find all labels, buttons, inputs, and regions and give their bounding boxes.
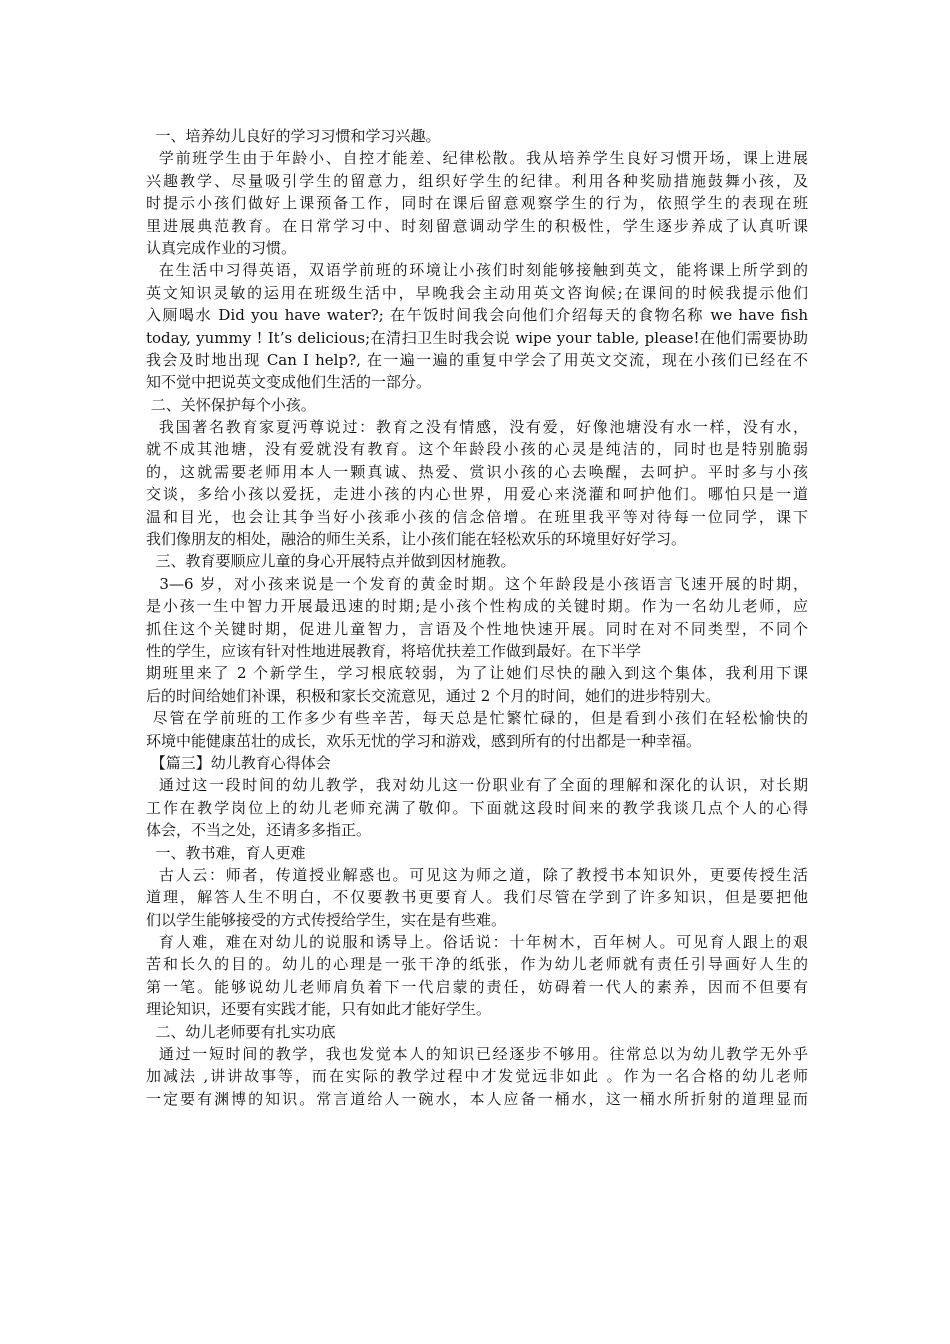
text-line: 的，这就需要老师用本人一颗真诚、热爱、赏识小孩的心去唤醒，去呵护。平时多与小孩: [146, 462, 808, 481]
text-line: 尽管在学前班的工作多少有些辛苦，每天总是忙繁忙碌的，但是看到小孩们在轻松愉快的: [146, 709, 808, 728]
text-line: 一、教书难，育人更难: [146, 843, 306, 862]
text-line: 苦和长久的目的。幼儿的心理是一张干净的纸张，作为幼儿老师就有责任引导画好人生的: [146, 955, 808, 974]
text-line: 里进展典范教育。在日常学习中、时刻留意调动学生的积极性，学生逐步养成了认真听课: [146, 216, 808, 235]
text-line: 三、教育要顺应儿童的身心开展特点并做到因材施教。: [146, 552, 516, 571]
text-line: 抓住这个关键时期，促进儿童智力，言语及个性地快速开展。同时在对不同类型，不同个: [146, 619, 808, 638]
text-line: 二、幼儿老师要有扎实功底: [146, 1022, 336, 1041]
text-line: 理论知识，还要有实践才能，只有如此才能好学生。: [146, 1000, 492, 1019]
text-line: 交谈，多给小孩以爱抚，走进小孩的内心世界，用爱心来浇灌和呵护他们。哪怕只是一道: [146, 485, 808, 504]
text-line: 英文知识灵敏的运用在班级生活中，早晚我会主动用英文咨询候;在课间的时候我提示他们: [146, 283, 808, 302]
text-line: 学前班学生由于年龄小、自控才能差、纪律松散。我从培养学生良好习惯开场，课上进展: [146, 149, 808, 168]
text-line: 就不成其池塘，没有爱就没有教育。这个年龄段小孩的心灵是纯洁的，同时也是特别脆弱: [146, 440, 808, 459]
text-line: 兴趣教学、尽量吸引学生的留意力，组织好学生的纪律。利用各种奖励措施鼓舞小孩，及: [146, 171, 808, 190]
text-line: 知不觉中把说英文变成他们生活的一部分。: [146, 373, 432, 392]
text-line: 体会，不当之处，还请多多指正。: [146, 821, 372, 840]
text-line: 工作在教学岗位上的幼儿老师充满了敬仰。下面就这段时间来的教学我谈几点个人的心得: [146, 798, 808, 817]
text-line: 是小孩一生中智力开展最迅速的时期;是小孩个性构成的关键时期。作为一名幼儿老师，应: [146, 597, 808, 616]
text-line: 温和目光，也会让其争当好小孩乖小孩的信念倍增。在班里我平等对待每一位同学，课下: [146, 507, 808, 526]
text-line: 通过一短时间的教学，我也发觉本人的知识已经逐步不够用。往常总以为幼儿教学无外乎: [146, 1045, 808, 1064]
text-line: 3—6 岁，对小孩来说是一个发育的黄金时期。这个年龄段是小孩语言飞速开展的时期，: [146, 574, 808, 593]
text-line: today, yummy ! It’s delicious;在清扫卫生时我会说 wipe your table, please!在他们需要协助: [146, 328, 808, 347]
text-line: 古人云：师者，传道授业解惑也。可见这为师之道，除了教授书本知识外，更要传授生活: [146, 865, 808, 884]
text-line: 入厕喝水 Did you have water?; 在午饭时间我会向他们介绍每天的食物名称 we have fish: [146, 306, 808, 325]
text-line: 道理，解答人生不明白，不仅要教书更要育人。我们尽管在学到了许多知识，但是要把他: [146, 888, 808, 907]
text-line: 我会及时地出现 Can I help?, 在一遍一遍的重复中学会了用英文交流，现在小孩们已经在不: [146, 350, 808, 369]
text-line: 期班里来了 2 个新学生，学习根底较弱，为了让她们尽快的融入到这个集体，我利用下课: [146, 664, 808, 683]
text-line: 第一笔。能够说幼儿老师肩负着下一代启蒙的责任，妨碍着一代人的素养，因而不但要有: [146, 977, 808, 996]
text-line: 通过这一段时间的幼儿教学，我对幼儿这一份职业有了全面的理解和深化的认识，对长期: [146, 776, 808, 795]
text-line: 一定要有渊博的知识。常言道给人一碗水，本人应备一桶水，这一桶水所折射的道理显而: [146, 1089, 808, 1108]
text-line: 环境中能健康茁壮的成长，欢乐无忧的学习和游戏，感到所有的付出都是一种幸福。: [146, 731, 702, 750]
text-line: 性的学生，应该有针对性地进展教育，将培优扶差工作做到最好。在下半学: [146, 641, 642, 660]
text-line: 我们像朋友的相处，融洽的师生关系，让小孩们能在轻松欢乐的环境里好好学习。: [146, 530, 687, 549]
text-line: 【篇三】幼儿教育心得体会: [146, 753, 331, 772]
text-line: 育人难，难在对幼儿的说服和诱导上。俗话说：十年树木，百年树人。可见育人跟上的艰: [146, 933, 808, 952]
text-line: 后的时间给她们补课，积极和家长交流意见，通过 2 个月的时间，她们的进步特别大。: [146, 686, 721, 705]
text-line: 在生活中习得英语，双语学前班的环境让小孩们时刻能够接触到英文，能将课上所学到的: [146, 261, 808, 280]
document-body: [146, 125, 808, 1110]
text-line: 认真完成作业的习惯。: [146, 238, 297, 257]
text-line: 我国著名教育家夏沔尊说过：教育之没有情感，没有爱，好像池塘没有水一样，没有水，: [146, 418, 808, 437]
text-line: 时提示小孩们做好上课预备工作，同时在课后留意观察学生的行为，依照学生的表现在班: [146, 194, 808, 213]
text-line: 一、培养幼儿良好的学习习惯和学习兴趣。: [146, 127, 441, 145]
text-line: 二、关怀保护每个小孩。: [146, 395, 316, 414]
text-line: 们以学生能够接受的方式传授给学生，实在是有些难。: [146, 910, 507, 929]
text-line: 加减法 ,讲讲故事等，而在实际的教学过程中才发觉远非如此 。作为一名合格的幼儿老师: [146, 1067, 808, 1086]
